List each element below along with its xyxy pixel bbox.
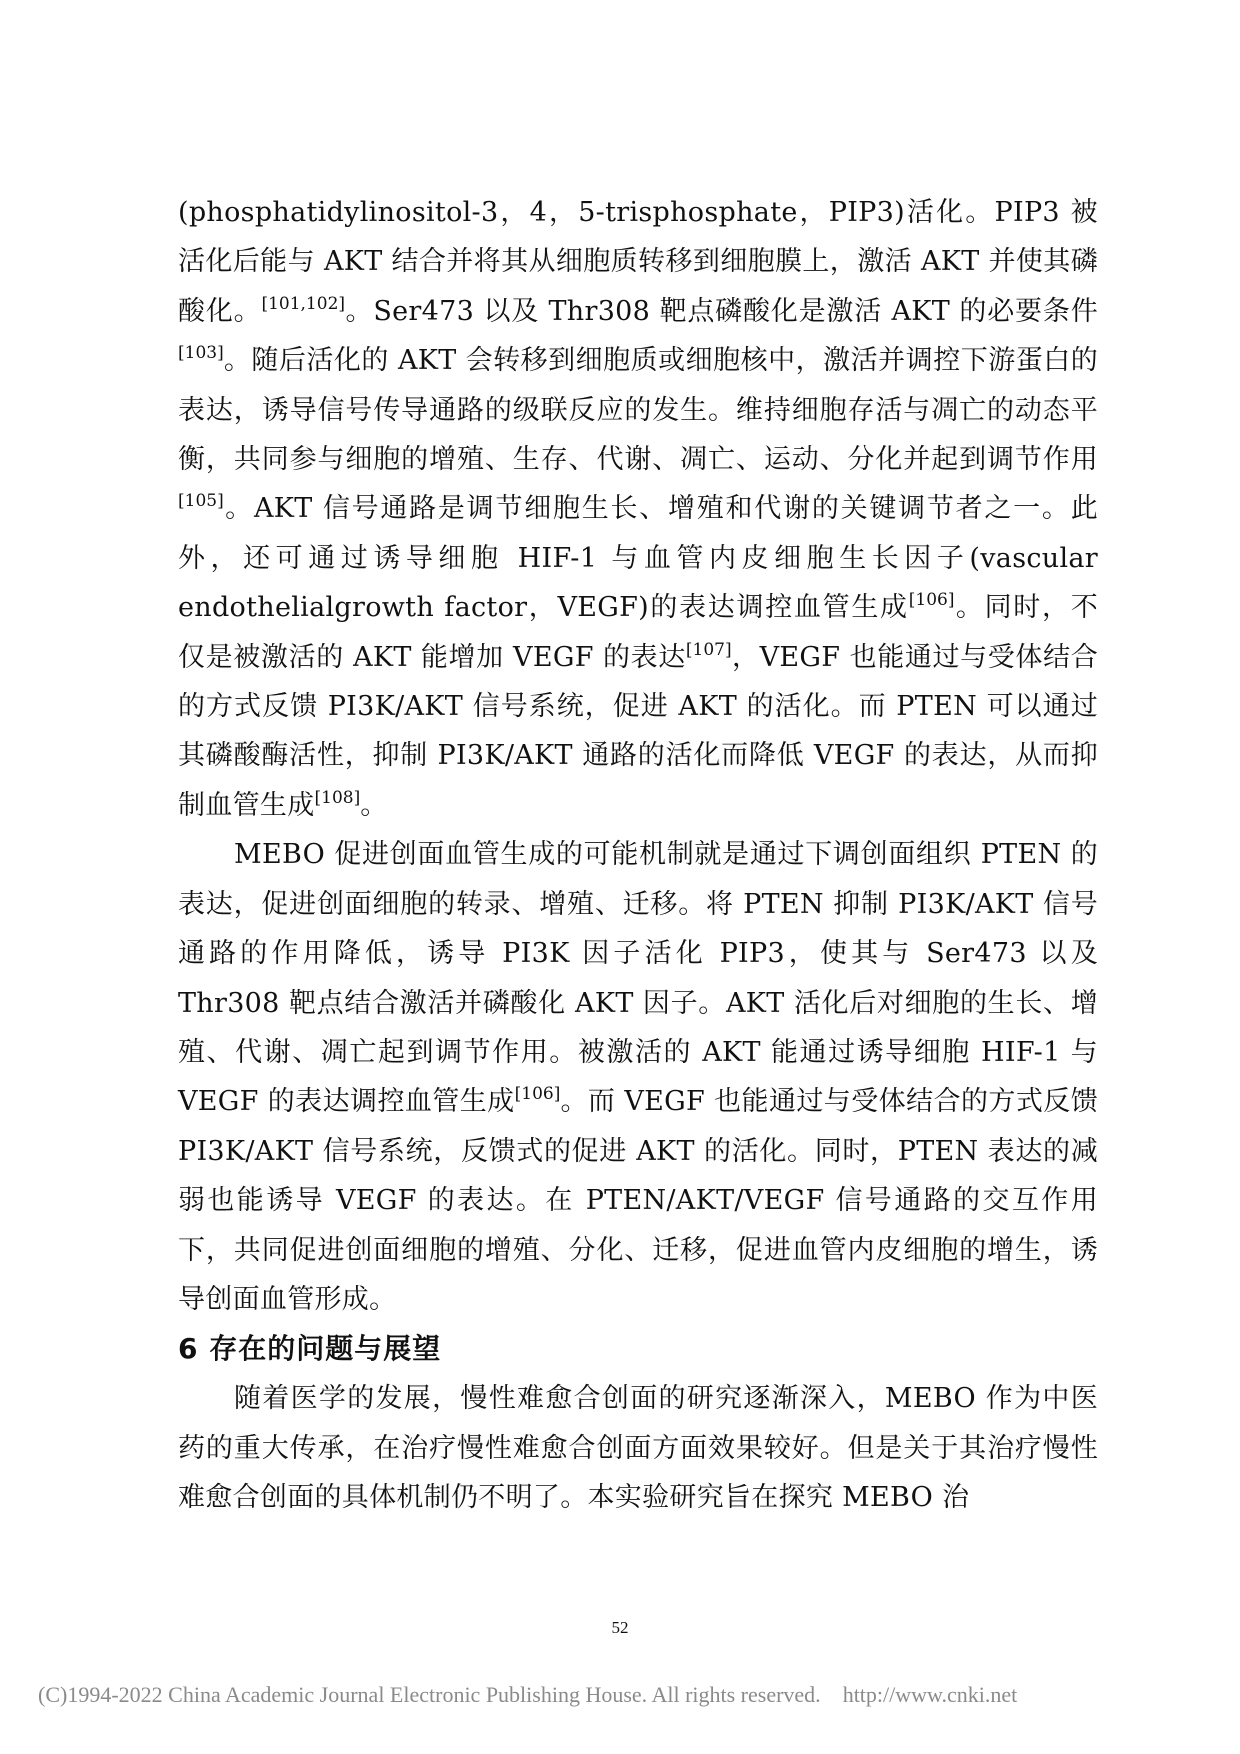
citation-superscript: [106] — [908, 590, 955, 611]
body-text — [178, 188, 1098, 1523]
section-heading: 6 存在的问题与展望 — [178, 1332, 442, 1366]
paragraph-text: MEBO 促进创面血管生成的可能机制就是通过下调创面组织 PTEN 的表达，促进创面细胞的转录、增殖、迁移。将 PTEN 抑制 PI3K/AKT 信号通路的作用降低，诱导 PI3K 因子活化 PIP3，使其与 Ser473 以及 Thr308 靶点结合激活并磷酸化 AKT 因子。AKT 活化后对细胞的生长、增殖、代谢、凋亡起到调节作用。被激活的 AKT 能通过诱导细胞 HIF-1 与 VEGF 的表达调控血管生成 — [178, 839, 1098, 1118]
footer-url: http://www.cnki.net — [842, 1682, 1018, 1707]
paragraph-text: 。同时，不仅是被激活的 AKT 能增加 VEGF 的表达 — [178, 592, 1098, 673]
paragraph-outlook: 随着医学的发展，慢性难愈合创面的研究逐渐深入，MEBO 作为中医药的重大传承，在治疗慢性难愈合创面方面效果较好。但是关于其治疗慢性难愈合创面的具体机制仍不明了。本实验研究旨在探究 MEBO 治 — [178, 1383, 1098, 1514]
paragraph-text: 。而 VEGF 也能通过与受体结合的方式反馈 PI3K/AKT 信号系统，反馈式的促进 AKT 的活化。同时，PTEN 表达的减弱也能诱导 VEGF 的表达。在 PTEN/AKT/VEGF 信号通路的交互作用下，共同促进创面细胞的增殖、分化、迁移，促进血管内皮细胞的增生，诱导创面血管形成。 — [178, 1086, 1098, 1315]
paragraph-text: 。Ser473 以及 Thr308 靶点磷酸化是激活 AKT 的必要条件 — [345, 295, 1098, 327]
citation-superscript: [103] — [178, 343, 224, 364]
citation-superscript: [101,102] — [261, 293, 346, 314]
paragraph-text: 。随后活化的 AKT 会转移到细胞质或细胞核中，激活并调控下游蛋白的表达，诱导信号传导通路的级联反应的发生。维持细胞存活与凋亡的动态平衡，共同参与细胞的增殖、生存、代谢、凋亡、运动、分化并起到调节作用 — [178, 345, 1098, 476]
citation-superscript: [105] — [178, 491, 224, 512]
paragraph-text: 。AKT 信号通路是调节细胞生长、增殖和代谢的关键调节者之一。此外，还可通过诱导细胞 HIF-1 与血管内皮细胞生长因子(vascular endothelialgrowth factor，VEGF)的表达调控血管生成 — [178, 493, 1098, 624]
page-number: 52 — [611, 1618, 629, 1637]
footer-copyright-text: (C)1994-2022 China Academic Journal Electronic Publishing House. All rights reserved. — [38, 1682, 821, 1707]
paragraph-text: 。 — [360, 789, 388, 821]
paragraph-pi3k-akt-mechanism — [178, 188, 1098, 830]
citation-superscript: [106] — [514, 1084, 561, 1105]
paragraph-text: (phosphatidylinositol-3，4，5-trisphosphate，PIP3)活化。PIP3 被活化后能与 AKT 结合并将其从细胞质转移到细胞膜上，激活 AKT 并使其磷酸化。 — [178, 197, 1098, 327]
footer-copyright — [38, 1682, 1218, 1708]
paragraph-text: ，VEGF 也能通过与受体结合的方式反馈 PI3K/AKT 信号系统，促进 AKT 的活化。而 PTEN 可以通过其磷酸酶活性，抑制 PI3K/AKT 通路的活化而降低 VEGF 的表达，从而抑制血管生成 — [178, 641, 1099, 821]
citation-superscript: [107] — [685, 639, 732, 660]
paragraph-mebo-mechanism — [178, 830, 1098, 1324]
citation-superscript: [108] — [314, 787, 361, 808]
